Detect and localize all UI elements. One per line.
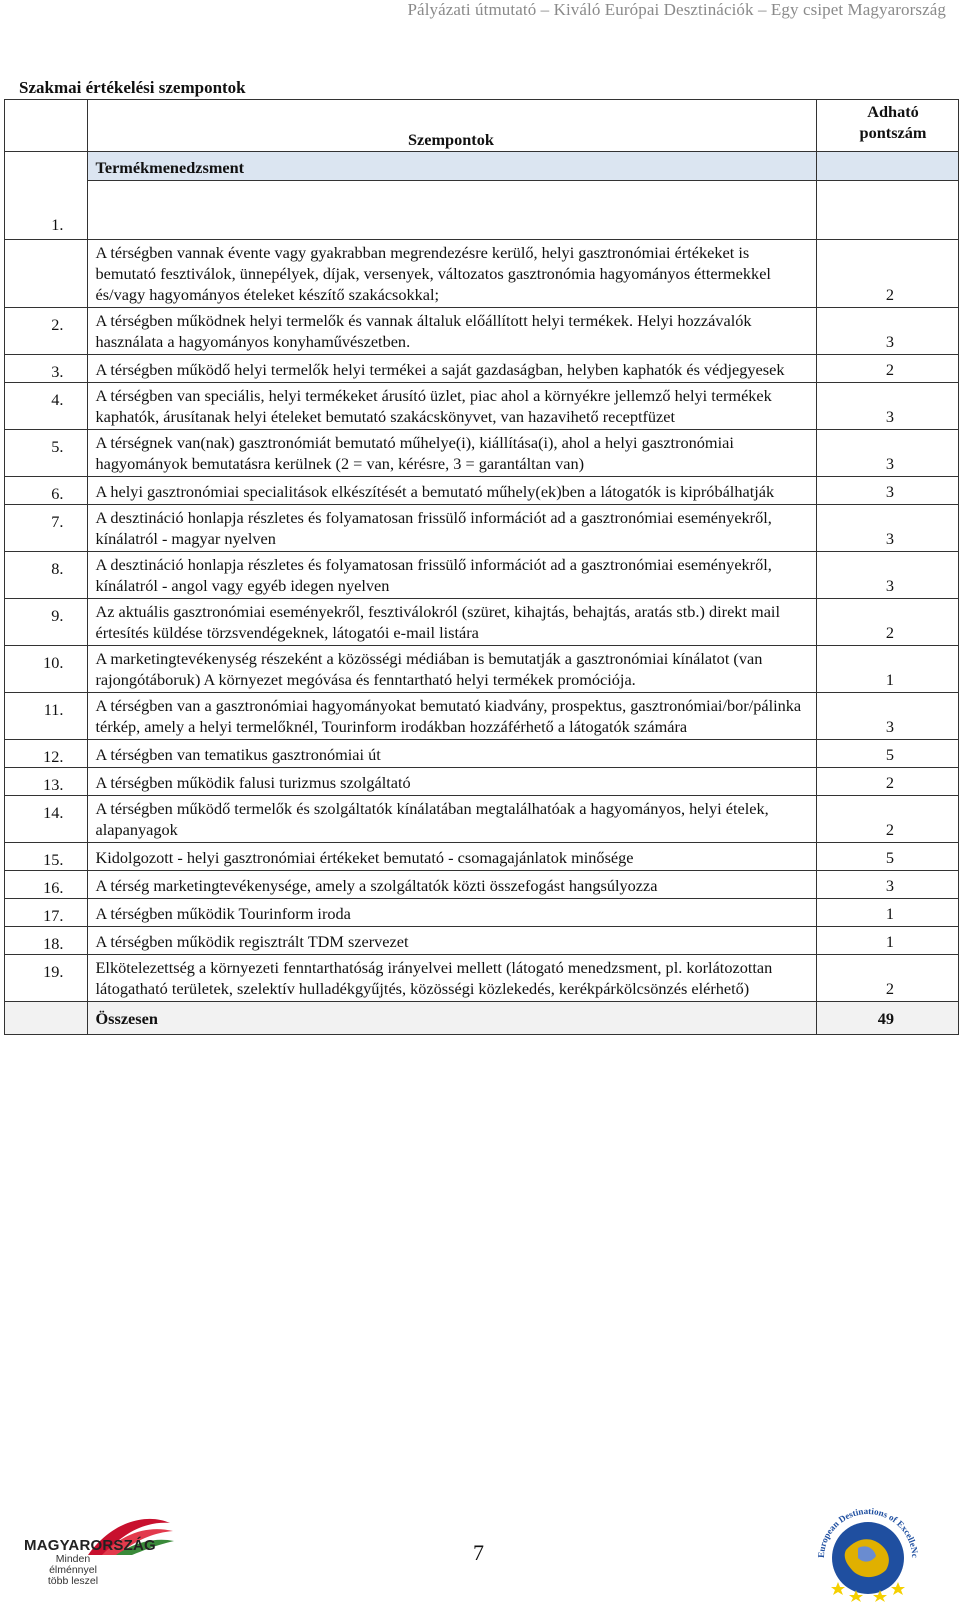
criterion-points: 2 [817, 796, 959, 843]
criterion-points: 3 [817, 477, 959, 505]
magyarorszag-logo [18, 1515, 178, 1587]
eden-logo [808, 1498, 926, 1602]
table-row [5, 768, 959, 796]
table-row [5, 430, 959, 477]
row-number: 6. [5, 477, 88, 505]
criterion-points: 2 [817, 768, 959, 796]
table-row [5, 308, 959, 355]
row-number: 8. [5, 552, 88, 599]
subheader-label: Termékmenedzsment [88, 152, 817, 181]
row-number: 15. [5, 843, 88, 871]
total-row [5, 1002, 959, 1035]
table-row [5, 843, 959, 871]
table-row [5, 693, 959, 740]
row-number: 7. [5, 505, 88, 552]
row-number [5, 240, 88, 308]
criterion-text: A térségben van tematikus gasztronómiai út [88, 740, 817, 768]
table-row [5, 899, 959, 927]
criterion-text: A térségnek van(nak) gasztronómiát bemutató műhelye(i), kiállítása(i), ahol a helyi gasztronómiai hagyományok bemutatásra kerülnek (2 = van, kérésre, 3 = garantáltan van) [88, 430, 817, 477]
criterion-text: A térségben működik regisztrált TDM szervezet [88, 927, 817, 955]
table-header-row [5, 100, 959, 152]
table-row [5, 383, 959, 430]
criterion-points: 1 [817, 927, 959, 955]
criterion-points: 2 [817, 599, 959, 646]
row-number: 17. [5, 899, 88, 927]
column-header-criteria: Szempontok [88, 100, 817, 152]
total-label: Összesen [88, 1002, 817, 1035]
criterion-text: A térség marketingtevékenysége, amely a szolgáltatók közti összefogást hangsúlyozza [88, 871, 817, 899]
criterion-text: A térségben vannak évente vagy gyakrabban megrendezésre kerülő, helyi gasztronómiai értékeket is bemutató fesztiválok, ünnepélyek, díjak, versenyek, változatos gasztronómia hagyományos éttermekkel és/vagy hagyományos ételeket készítő szakácsokkal; [88, 240, 817, 308]
table-row [5, 740, 959, 768]
criterion-points: 2 [817, 240, 959, 308]
criterion-text: A térségben működik Tourinform iroda [88, 899, 817, 927]
row-number: 18. [5, 927, 88, 955]
criterion-points: 3 [817, 308, 959, 355]
criterion-text: A marketingtevékenység részeként a közösségi médiában is bemutatják a gasztronómiai kínálatot (van rajongótáboruk) A környezet megóvása és fenntartható helyi termékek promóciója. [88, 646, 817, 693]
row-number: 4. [5, 383, 88, 430]
criteria-table [4, 99, 959, 1035]
criterion-text: Elkötelezettség a környezeti fenntarthatóság irányelvei mellett (látogató menedzsment, pl. korlátozottan látogatható területek, szelektív hulladékgyűjtés, közösségi közlekedés, kerékpárkölcsönzés elérhető) [88, 955, 817, 1002]
row-number: 5. [5, 430, 88, 477]
table-row [5, 477, 959, 505]
table-row [5, 955, 959, 1002]
subheader-row [5, 152, 959, 181]
criterion-text: A térségben működő helyi termelők helyi termékei a saját gazdaságban, helyben kaphatók és védjegyesek [88, 355, 817, 383]
criterion-text: A desztináció honlapja részletes és folyamatosan frissülő információt ad a gasztronómiai eseményekről, kínálatról - magyar nyelven [88, 505, 817, 552]
logo-tagline: Minden élménnyel több leszel [47, 1553, 99, 1587]
table-row [5, 599, 959, 646]
column-header-points: Adható pontszám [817, 100, 959, 152]
row-number: 13. [5, 768, 88, 796]
criterion-text: A térségben működnek helyi termelők és vannak általuk előállított helyi termékek. Helyi hozzávalók használata a hagyományos konyhaművészetben. [88, 308, 817, 355]
row-number: 11. [5, 693, 88, 740]
criterion-points: 2 [817, 955, 959, 1002]
row-number: 14. [5, 796, 88, 843]
table-row [5, 927, 959, 955]
eden-globe-icon [808, 1498, 926, 1602]
criterion-points: 3 [817, 505, 959, 552]
criterion-points: 2 [817, 355, 959, 383]
table-row [5, 871, 959, 899]
table-row [5, 796, 959, 843]
row-number: 2. [5, 308, 88, 355]
criterion-points: 3 [817, 871, 959, 899]
row-number: 3. [5, 355, 88, 383]
criterion-text: A térségben van a gasztronómiai hagyományokat bemutató kiadvány, prospektus, gasztronómiai/bor/pálinka térkép, amely a helyi termelőknél, Tourinform irodákban hozzáférhető a látogatók számára [88, 693, 817, 740]
subheader-points [817, 152, 959, 181]
criterion-points: 1 [817, 646, 959, 693]
criterion-text: Az aktuális gasztronómiai eseményekről, fesztiválokról (szüret, kihajtás, behajtás, aratás stb.) direkt mail értesítés küldése törzsvendégeknek, látogatói e-mail listára [88, 599, 817, 646]
criterion-points: 5 [817, 740, 959, 768]
row-number: 10. [5, 646, 88, 693]
table-row [5, 505, 959, 552]
row-number: 12. [5, 740, 88, 768]
section-title: Szakmai értékelési szempontok [19, 78, 246, 97]
criterion-points: 3 [817, 430, 959, 477]
criterion-points: 5 [817, 843, 959, 871]
criterion-text: A térségben működő termelők és szolgáltatók kínálatában megtalálhatóak a hagyományos, helyi ételek, alapanyagok [88, 796, 817, 843]
criterion-points: 3 [817, 383, 959, 430]
criterion-points: 3 [817, 693, 959, 740]
spacer-row [5, 181, 959, 240]
row-number: 1. [5, 152, 88, 240]
table-row [5, 646, 959, 693]
spacer-cell [817, 181, 959, 240]
row-number: 9. [5, 599, 88, 646]
header-num-cell [5, 100, 88, 152]
criterion-text: A térségben működik falusi turizmus szolgáltató [88, 768, 817, 796]
criterion-text: Kidolgozott - helyi gasztronómiai értékeket bemutató - csomagajánlatok minősége [88, 843, 817, 871]
table-row [5, 355, 959, 383]
criterion-text: A desztináció honlapja részletes és folyamatosan frissülő információt ad a gasztronómiai eseményekről, kínálatról - angol vagy egyéb idegen nyelven [88, 552, 817, 599]
criterion-text: A térségben van speciális, helyi termékeket árusító üzlet, piac ahol a környékre jellemző helyi termékek kaphatók, árusítanak helyi ételeket bemutató szakácskönyvet, van hazavihető receptfüzet [88, 383, 817, 430]
criterion-text: A helyi gasztronómiai specialitások elkészítését a bemutató műhely(ek)ben a látogatók is kipróbálhatják [88, 477, 817, 505]
row-number: 19. [5, 955, 88, 1002]
eden-arc-text: European Destinations of ExcelleNc [815, 1505, 921, 1559]
table-row [5, 552, 959, 599]
spacer-cell [88, 181, 817, 240]
total-num-cell [5, 1002, 88, 1035]
logo-wordmark: MAGYARORSZÁG [24, 1537, 156, 1554]
criterion-points: 3 [817, 552, 959, 599]
page-number: 7 [473, 1540, 484, 1565]
total-points: 49 [817, 1002, 959, 1035]
criterion-points: 1 [817, 899, 959, 927]
row-number: 16. [5, 871, 88, 899]
running-header: Pályázati útmutató – Kiváló Európai Desztinációk – Egy csipet Magyarország [407, 0, 946, 19]
table-row [5, 240, 959, 308]
